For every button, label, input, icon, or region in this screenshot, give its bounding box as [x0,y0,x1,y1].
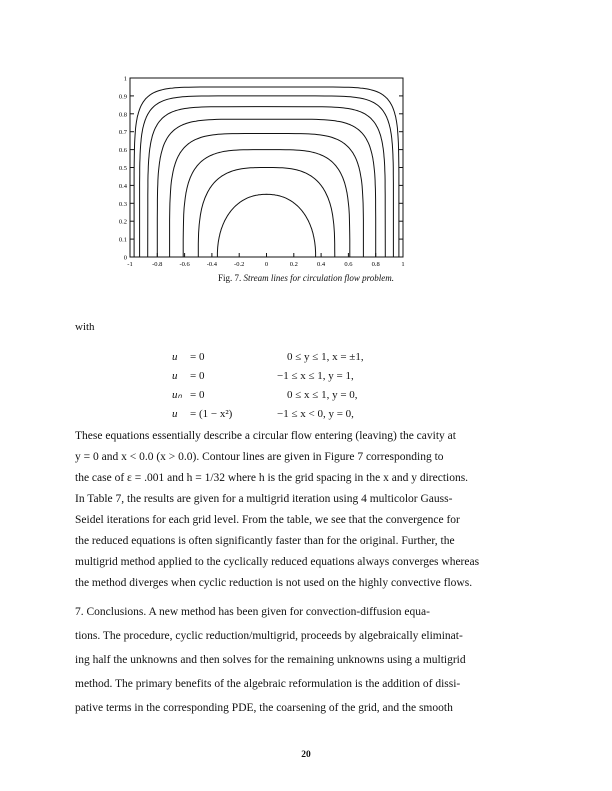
equation-cond: 0 ≤ x ≤ 1, y = 0, [287,389,358,401]
x-tick-label: 1 [401,261,405,268]
text-line: y = 0 and x < 0.0 (x > 0.0). Contour lines are given in Figure 7 corresponding to [75,451,444,463]
equation-lhs: u [172,408,178,420]
caption-label: Fig. 7. [217,273,242,283]
y-tick-label: 0.6 [118,147,127,155]
text-line: multigrid method applied to the cyclically reduced equations always converges whereas [75,556,480,568]
x-tick-label: 0.6 [344,261,353,268]
text-line: ing half the unknowns and then solves for the remaining unknowns using a multigrid [75,654,466,666]
y-tick-label: 0.8 [118,111,127,119]
text-line: These equations essentially describe a circular flow entering (leaving) the cavity at [75,430,456,442]
y-tick-label: 0.1 [118,236,127,244]
equation-lhs: uₙ [172,389,182,401]
equation-cond: 0 ≤ y ≤ 1, x = ±1, [287,351,364,363]
x-tick-label: -0.4 [206,261,218,268]
equation-rhs: = 0 [190,389,205,401]
x-tick-label: 0.8 [371,261,380,268]
caption-text: Stream lines for circulation flow problem. [243,273,394,283]
text-line: In Table 7, the results are given for a multigrid iteration using 4 multicolor Gauss- [75,493,453,505]
y-tick-label: 0 [123,254,127,262]
text-line: the reduced equations is often significantly faster than for the original. Further, the [75,535,455,547]
stream-line [198,168,334,258]
y-tick-label: 0.3 [118,200,127,208]
equation-cond: −1 ≤ x < 0, y = 0, [277,408,354,420]
equation-lhs: u [172,370,178,382]
page-number: 20 [301,750,311,760]
text-line: the case of ε = .001 and h = 1/32 where h is the grid spacing in the x and y directions. [75,472,469,484]
x-tick-label: 0 [264,261,269,268]
text-line: Seidel iterations for each grid level. From the table, we see that the convergence for [75,514,460,526]
x-tick-label: -0.8 [152,261,163,268]
stream-line [140,96,394,257]
stream-lines-figure [0,0,612,272]
with-text: with [75,321,95,333]
equation-rhs: = 0 [190,351,205,363]
text-line: the method diverges when cyclic reduction is not used on the highly convective flows. [75,577,473,589]
y-tick-label: 0.5 [118,165,127,172]
x-tick-label: -1 [127,261,133,268]
stream-line [217,194,315,257]
stream-line [183,150,350,257]
y-tick-label: 0.9 [118,93,127,101]
figure-caption [0,273,612,284]
equation-lhs: u [172,351,178,363]
text-line: 7. Conclusions. A new method has been given for convection-diffusion equa- [75,606,430,618]
y-tick-label: 1 [123,75,127,83]
stream-line [157,119,375,257]
x-tick-label: -0.2 [234,261,245,268]
x-tick-label: 0.2 [289,261,298,268]
y-tick-label: 0.7 [118,129,127,137]
equation-rhs: = (1 − x²) [190,408,233,420]
paragraph-results [75,426,555,594]
text-line: method. The primary benefits of the algebraic reformulation is the addition of dissi- [75,678,461,690]
stream-line [134,87,399,257]
x-tick-label: -0.6 [179,261,190,268]
x-tick-label: 0.4 [317,261,326,268]
text-line: tions. The procedure, cyclic reduction/multigrid, proceeds by algebraically eliminat- [75,630,463,642]
equation-rhs: = 0 [190,370,205,382]
equation-cond: −1 ≤ x ≤ 1, y = 1, [277,370,354,382]
text-line: pative terms in the corresponding PDE, the coarsening of the grid, and the smooth [75,702,453,714]
y-tick-label: 0.4 [118,182,127,190]
y-tick-label: 0.2 [118,218,127,226]
paragraph-conclusions [75,600,555,720]
